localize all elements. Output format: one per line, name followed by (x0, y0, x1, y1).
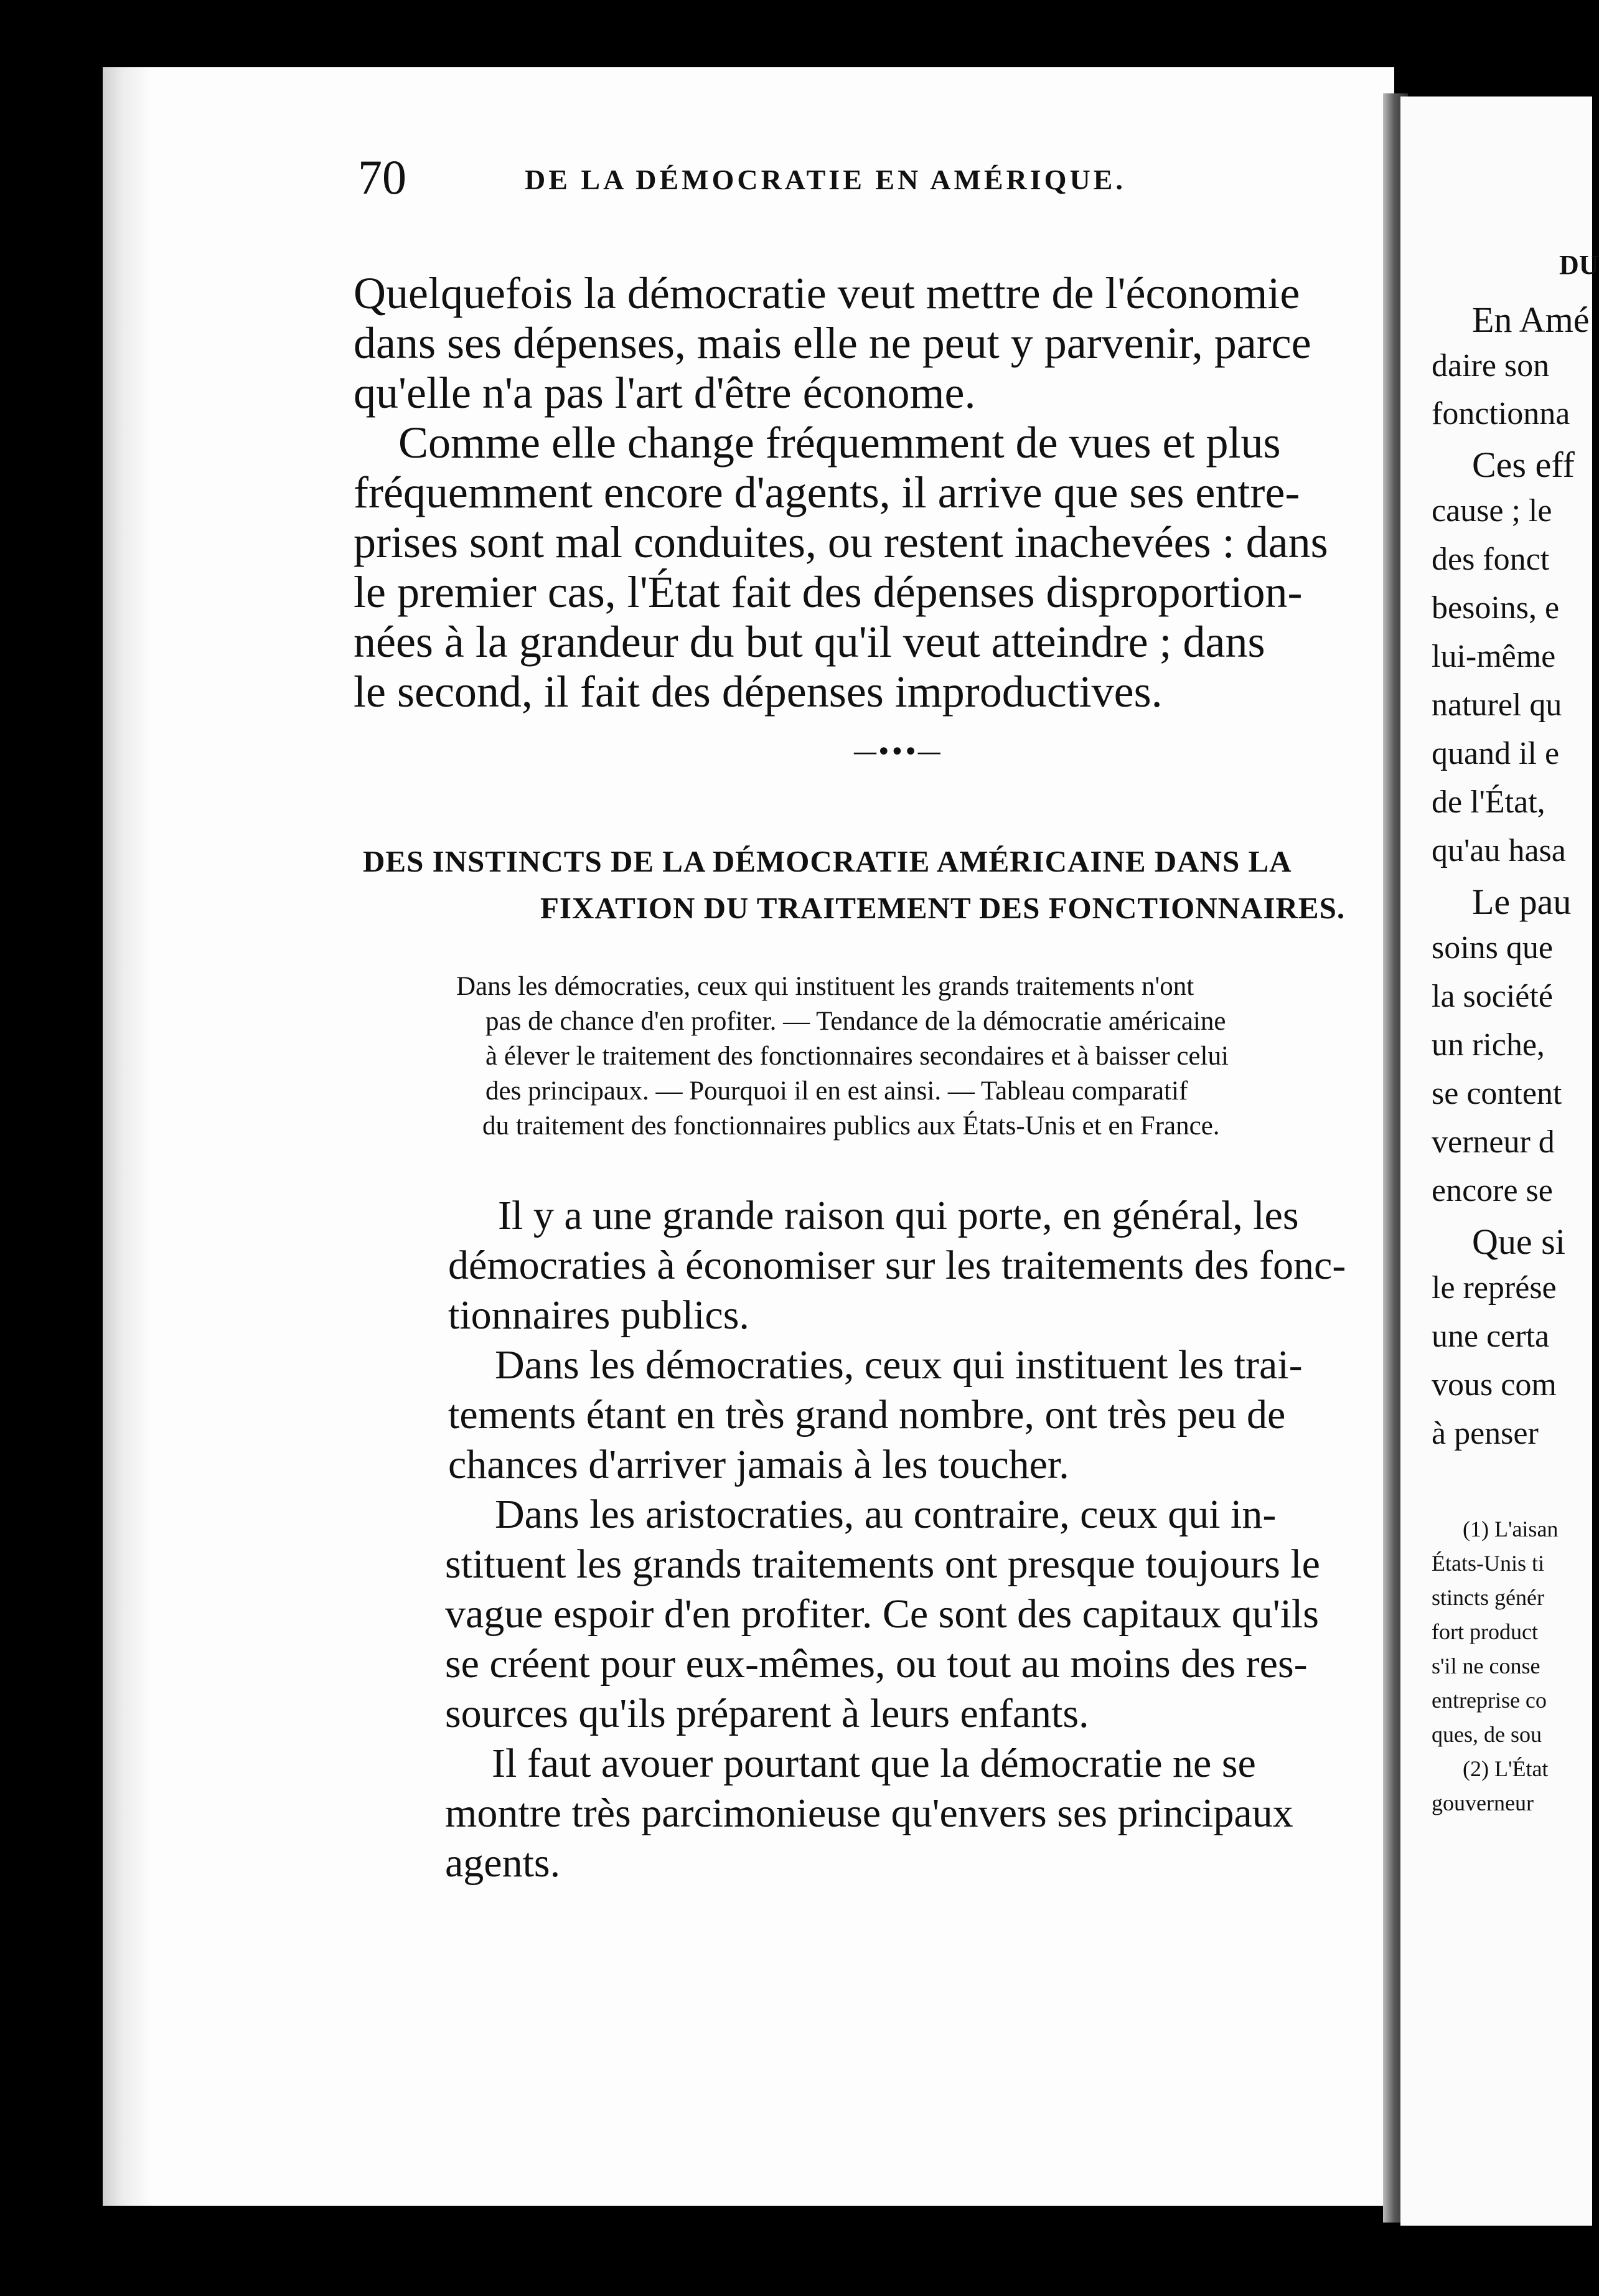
right-running-head: DU (1559, 250, 1599, 280)
right-text-line: verneur d (1432, 1124, 1555, 1160)
summary-line: des principaux. — Pourquoi il en est ainsi. — Tableau comparatif (485, 1076, 1188, 1106)
text-line: le second, il fait des dépenses improductives. (354, 667, 1163, 717)
summary-line: du traitement des fonctionnaires publics aux États-Unis et en France. (482, 1111, 1220, 1141)
right-text-line: daire son (1432, 348, 1550, 383)
text-line: fréquemment encore d'agents, il arrive que ses entre- (354, 468, 1300, 517)
right-text-line: encore se (1432, 1173, 1553, 1208)
right-footnote-line: gouverneur (1432, 1790, 1534, 1815)
summary-line: pas de chance d'en profiter. — Tendance de la démocratie américaine (485, 1007, 1226, 1036)
right-footnote-line: ques, de sou (1432, 1722, 1542, 1747)
text-line: agents. (445, 1840, 561, 1886)
right-text-line: naturel qu (1432, 687, 1562, 723)
section-heading: FIXATION DU TRAITEMENT DES FONCTIONNAIRES. (540, 891, 1346, 925)
page-number: 70 (358, 150, 406, 204)
text-line: tements étant en très grand nombre, ont très peu de (448, 1392, 1286, 1437)
right-text-line: vous com (1432, 1367, 1557, 1403)
text-line: prises sont mal conduites, ou restent inachevées : dans (354, 517, 1328, 567)
text-line: stituent les grands traitements ont presque toujours le (445, 1541, 1320, 1587)
text-line: sources qu'ils préparent à leurs enfants. (445, 1691, 1089, 1736)
running-title: DE LA DÉMOCRATIE EN AMÉRIQUE. (525, 164, 1126, 195)
right-text-line: une certa (1432, 1319, 1550, 1354)
right-footnote-line: stincts génér (1432, 1585, 1544, 1610)
text-line: nées à la grandeur du but qu'il veut atteindre ; dans (354, 617, 1265, 667)
text-line: qu'elle n'a pas l'art d'être économe. (354, 368, 976, 418)
right-footnote-line: États-Unis ti (1432, 1551, 1544, 1576)
right-text-line: la société (1432, 979, 1553, 1014)
section-ornament: —•••— (853, 738, 940, 766)
summary-line: Dans les démocraties, ceux qui instituent les grands traitements n'ont (456, 972, 1194, 1001)
right-text-line: se content (1432, 1076, 1562, 1111)
right-footnote-line: (1) L'aisan (1463, 1517, 1559, 1541)
right-text-line: le représe (1432, 1270, 1557, 1306)
right-text-line: En Amé (1472, 299, 1590, 340)
text-line: le premier cas, l'État fait des dépenses disproportion- (354, 567, 1303, 617)
right-footnote-line: s'il ne conse (1432, 1654, 1540, 1678)
text-line: dans ses dépenses, mais elle ne peut y parvenir, parce (354, 318, 1311, 368)
right-text-line: un riche, (1432, 1027, 1545, 1063)
text-line: Comme elle change fréquemment de vues et plus (398, 418, 1281, 468)
right-text-line: quand il e (1432, 736, 1560, 771)
text-line: tionnaires publics. (448, 1292, 749, 1338)
right-text-line: lui-même (1432, 639, 1556, 674)
section-heading: DES INSTINCTS DE LA DÉMOCRATIE AMÉRICAINE DANS LA (363, 844, 1292, 878)
text-line: chances d'arriver jamais à les toucher. (448, 1442, 1069, 1487)
right-text-line: besoins, e (1432, 590, 1560, 626)
text-line: se créent pour eux-mêmes, ou tout au moins des res- (445, 1641, 1308, 1687)
right-text-line: soins que (1432, 930, 1553, 966)
right-text-line: cause ; le (1432, 493, 1552, 529)
left-page-edge (103, 67, 151, 2206)
text-line: démocraties à économiser sur les traitements des fonc- (448, 1243, 1346, 1288)
right-text-line: de l'État, (1432, 784, 1545, 820)
right-footnote-line: (2) L'État (1463, 1756, 1549, 1781)
right-text-line: qu'au hasa (1432, 833, 1566, 868)
right-text-line: à penser (1432, 1416, 1539, 1451)
summary-line: à élever le traitement des fonctionnaires secondaires et à baisser celui (485, 1042, 1229, 1071)
right-text-line: des fonct (1432, 542, 1550, 577)
right-footnote-line: entreprise co (1432, 1688, 1547, 1713)
right-text-line: fonctionna (1432, 396, 1570, 431)
text-line: Dans les aristocraties, au contraire, ceux qui in- (495, 1492, 1277, 1537)
text-line: Il y a une grande raison qui porte, en général, les (498, 1193, 1299, 1238)
right-page (1400, 96, 1599, 2226)
right-text-line: Ces eff (1472, 445, 1575, 485)
text-line: vague espoir d'en profiter. Ce sont des capitaux qu'ils (445, 1591, 1319, 1637)
right-footnote-line: fort product (1432, 1619, 1538, 1644)
text-line: Quelquefois la démocratie veut mettre de l'économie (354, 268, 1300, 318)
right-text-line: Que si (1472, 1221, 1565, 1262)
right-text-line: Le pau (1472, 882, 1572, 922)
text-line: montre très parcimonieuse qu'envers ses principaux (445, 1790, 1293, 1836)
text-line: Dans les démocraties, ceux qui instituent les trai- (495, 1342, 1303, 1388)
text-line: Il faut avouer pourtant que la démocratie ne se (492, 1741, 1256, 1786)
